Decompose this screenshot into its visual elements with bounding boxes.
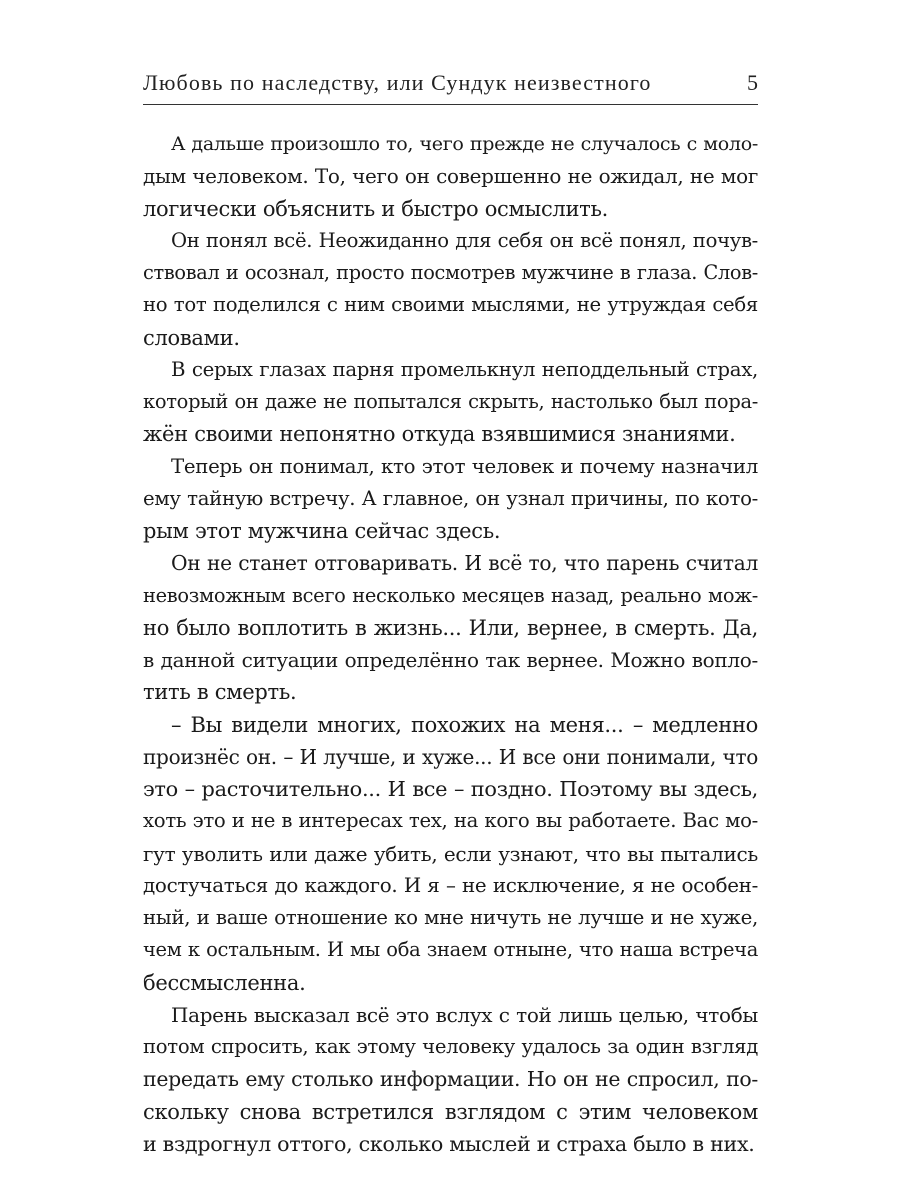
text-line: ный, и ваше отношение ко мне ничуть не лучше и не хуже, — [143, 906, 758, 929]
text-line: который он даже не попытался скрыть, настолько был пора- — [143, 390, 758, 413]
text-line: невозможным всего несколько месяцев назад, реально мож- — [143, 583, 758, 607]
text-line: бессмысленна. — [143, 970, 306, 995]
header-rule — [143, 104, 758, 105]
text-line: жён своими непонятно откуда взявшимися знаниями. — [143, 422, 736, 447]
text-line: но тот поделился с ним своими мыслями, не утруждая себя — [143, 293, 758, 317]
paragraph — [143, 354, 758, 451]
text-line: и вздрогнул оттого, сколько мыслей и страха было в них. — [143, 1131, 755, 1156]
text-line: словами. — [143, 325, 240, 350]
paragraph — [143, 225, 758, 354]
body-text — [143, 128, 758, 1160]
text-line: Он понял всё. Неожиданно для себя он всё понял, почув- — [171, 228, 758, 252]
text-line: произнёс он. – И лучше, и хуже... И все они понимали, что — [143, 744, 758, 769]
text-line: В серых глазах парня промелькнул неподдельный страх, — [171, 357, 758, 381]
text-line: – Вы видели многих, похожих на меня... – медленно — [171, 712, 758, 737]
text-line: потом спросить, как этому человеку удалось за один взгляд — [143, 1035, 758, 1058]
paragraph — [143, 128, 758, 225]
text-line: в данной ситуации определённо так вернее. Можно вопло- — [143, 648, 758, 672]
paragraph — [143, 999, 758, 1160]
text-line: логически объяснить и быстро осмыслить. — [143, 196, 608, 221]
text-line: гут уволить или даже убить, если узнают, что вы пытались — [143, 841, 758, 866]
text-line: чем к остальным. И мы оба знаем отныне, что наша встреча — [143, 938, 758, 962]
page-number: 5 — [747, 70, 758, 95]
text-line: ему тайную встречу. А главное, он узнал причины, по кото- — [143, 486, 758, 510]
text-line: рым этот мужчина сейчас здесь. — [143, 519, 501, 543]
running-header — [143, 70, 758, 100]
paragraph — [143, 547, 758, 708]
text-line: скольку снова встретился взглядом с этим человеком — [143, 1099, 758, 1124]
text-line: но было воплотить в жизнь... Или, вернее, в смерть. Да, — [143, 615, 758, 640]
text-line: ствовал и осознал, просто посмотрев мужчине в глаза. Слов- — [143, 261, 758, 284]
text-line: Он не станет отговаривать. И всё то, что парень считал — [171, 551, 758, 576]
text-line: Теперь он понимал, кто этот человек и почему назначил — [171, 454, 758, 478]
text-line: это – расточительно... И все – поздно. Поэтому вы здесь, — [143, 777, 758, 801]
paragraph — [143, 709, 758, 999]
text-line: А дальше произошло то, чего прежде не случалось с моло- — [171, 133, 758, 155]
running-title: Любовь по наследству, или Сундук неизвестного — [143, 70, 652, 95]
text-line: дым человеком. То, чего он совершенно не ожидал, не мог — [143, 164, 758, 189]
paragraph — [143, 451, 758, 548]
text-line: хоть это и не в интересах тех, на кого вы работаете. Вас мо- — [143, 809, 758, 833]
text-line: Парень высказал всё это вслух с той лишь целью, чтобы — [171, 1002, 758, 1027]
text-line: тить в смерть. — [143, 680, 297, 705]
text-line: достучаться до каждого. И я – не исключение, я не особен- — [143, 873, 758, 897]
text-line: передать ему столько информации. Но он не спросил, по- — [143, 1067, 758, 1092]
